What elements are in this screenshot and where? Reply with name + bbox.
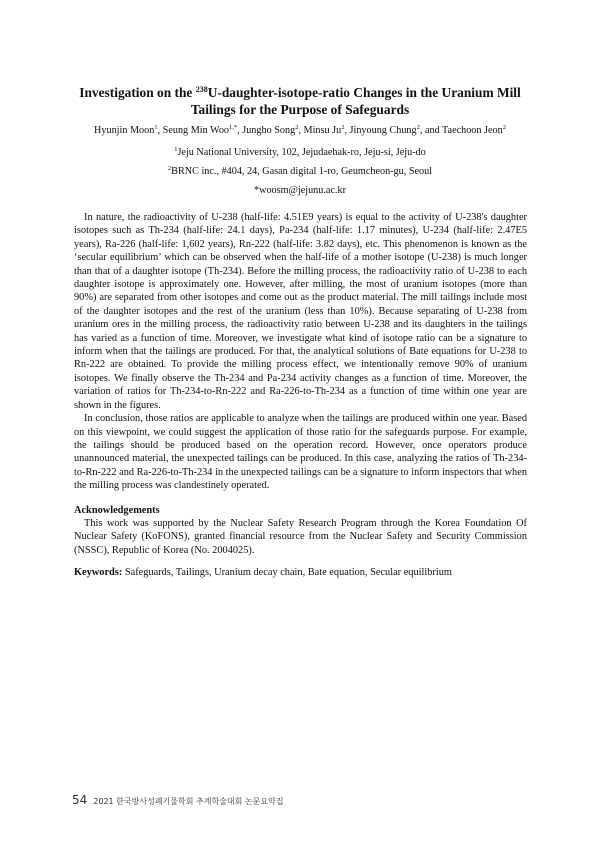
affiliation-text: BRNC inc., #404, 24, Gasan digital 1-ro, Geumcheon-gu, Seoul bbox=[171, 166, 433, 177]
title-line-1 bbox=[60, 84, 540, 101]
title-line-1-rest: U-daughter-isotope-ratio Changes in the Uranium Mill bbox=[207, 85, 521, 100]
title-line-2: Tailings for the Purpose of Safeguards bbox=[190, 102, 410, 117]
author-affiliation-mark: 2 bbox=[341, 124, 345, 131]
page-number: 54 bbox=[72, 793, 88, 807]
abstract-paragraph-1: In nature, the radioactivity of U-238 (half-life: 4.51E9 years) is equal to the activity of U-238's daughter isotopes such as Th-234 (half-life: 24.1 days), Pa-234 (half-life: 1.17 minutes), U-234 (half-life: 2.47E5 years), Ra-226 (half-life: 1,602 years), Rn-222 (half-life: 3.82 days), etc. This phenomenon is known as the ‘secular equilibrium’ which can be observed when the half-life of a mother isotope (U-238) is much longer than that of a daughter isotope (Th-234). Before the milling process, the radioactivity ratio of U-238 to each daughter isotope is approximately one. However, after milling, the most of uranium isotopes (more than 90%) are separated from other isotopes and come out as the product material. The mill tailings include most of the daughter isotopes and the rest of the uranium (less than 10%). Because separating of U-238 from uranium ores in the milling process, the radioactivity ratio between U-238 and its daughters in the tailings has varied as a function of time. Moreover, we investigate what kind of isotope ratio can be a signature to inform when that the tailings are produced. For that, the analytical solutions of Bate equations for U-238 to Rn-222 are obtained. To provide the milling process effect, we intentionally remove 90% of uranium isotopes. We finally observe the Th-234 and Pa-234 activity changes as a function of time. Moreover, the variation of ratios for Th-234-to-Rn-222 and Ra-226-to-Th-234 as a function of time within one year are shown in the figures. bbox=[74, 212, 527, 411]
author-affiliation-mark: 2 bbox=[502, 124, 506, 131]
acknowledgements-heading: Acknowledgements bbox=[74, 504, 160, 516]
keywords bbox=[74, 566, 527, 579]
author-name: Hyunjin Moon bbox=[94, 125, 155, 136]
page-footer bbox=[72, 789, 284, 808]
author-affiliation-mark: 1,* bbox=[229, 124, 238, 131]
affiliation-1 bbox=[40, 146, 560, 160]
author-name: Seung Min Woo bbox=[162, 125, 230, 136]
author-name: Jinyoung Chung bbox=[349, 125, 417, 136]
paper-body bbox=[74, 211, 527, 580]
author-separator: , bbox=[157, 125, 163, 136]
author-name: Jungho Song bbox=[242, 125, 296, 136]
title-prefix: Investigation on the bbox=[79, 85, 196, 100]
author-separator: , bbox=[344, 125, 350, 136]
corresponding-email: *woosm@jejunu.ac.kr bbox=[254, 185, 346, 196]
author-affiliation-mark: 1 bbox=[154, 124, 158, 131]
author-affiliation-mark: 2 bbox=[416, 124, 420, 131]
abstract-paragraph-2: In conclusion, those ratios are applicable to analyze when the tailings are produced within one year. Based on this viewpoint, we could suggest the application of those ratio for the safeguards purpose. For example, the tailings should be produced based on the operation record. However, once operators produce unannounced material, the unexpected tailings can be produced. In this case, analyzing the ratios of Th-234-to-Rn-222 and Ra-226-to-Th-234 in the unexpected tailings can be a signature to inform inspectors that when the milling process was clandestinely operated. bbox=[74, 413, 527, 492]
author-affiliation-mark: 2 bbox=[295, 124, 299, 131]
keywords-label: Keywords: bbox=[74, 567, 123, 579]
title-mass-number: 238 bbox=[195, 85, 208, 94]
author-separator: , and bbox=[419, 125, 443, 136]
acknowledgements-text: This work was supported by the Nuclear Safety Research Program through the Korea Foundation Of Nuclear Safety (KoFONS), granted financial resource from the Nuclear Safety and Security Commission (NSSC), Republic of Korea (No. 2004025). bbox=[74, 517, 527, 556]
keywords-text: Safeguards, Tailings, Uranium decay chain, Bate equation, Secular equilibrium bbox=[122, 567, 452, 579]
author-list bbox=[40, 124, 560, 138]
author-name: Taechoon Jeon bbox=[442, 125, 503, 136]
author-name: Minsu Ju bbox=[303, 125, 342, 136]
affiliation-mark: 1 bbox=[174, 146, 178, 153]
affiliation-2 bbox=[40, 165, 560, 179]
author-separator: , bbox=[298, 125, 304, 136]
conference-name: 2021 한국방사성폐기물학회 추계학술대회 논문요약집 bbox=[93, 797, 284, 806]
paper-title bbox=[60, 84, 540, 118]
author-separator: , bbox=[237, 125, 243, 136]
affiliation-mark: 2 bbox=[167, 165, 172, 172]
affiliation-text: Jeju National University, 102, Jejudaehak-ro, Jeju-si, Jeju-do bbox=[177, 147, 426, 158]
